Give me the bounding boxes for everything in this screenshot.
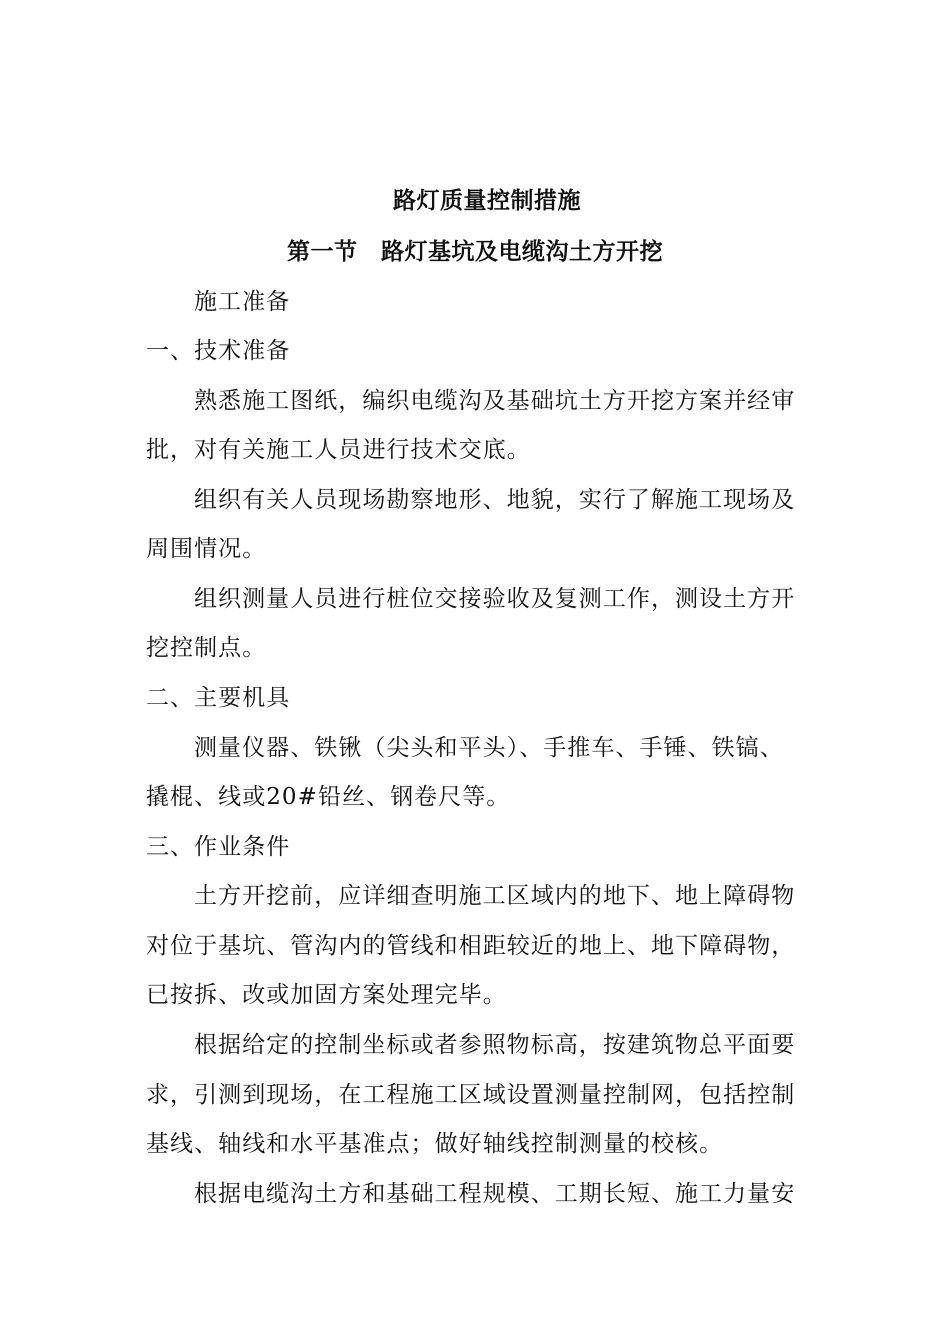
paragraph-line: 土方开挖前，应详细查明施工区域内的地下、地上障碍物 (194, 883, 796, 909)
paragraph-line: 周围情况。 (146, 536, 267, 562)
heading-main-equipment: 二、主要机具 (146, 685, 291, 711)
paragraph-line: 熟悉施工图纸，编织电缆沟及基础坑土方开挖方案并经审 (194, 388, 796, 414)
paragraph-line: 已按拆、改或加固方案处理完毕。 (146, 982, 507, 1008)
paragraph-line: 组织有关人员现场勘察地形、地貌，实行了解施工现场及 (194, 487, 796, 513)
paragraph-line: 基线、轴线和水平基准点；做好轴线控制测量的校核。 (146, 1131, 724, 1157)
paragraph-line: 对位于基坑、管沟内的管线和相距较近的地上、地下障碍物， (146, 933, 796, 959)
paragraph-line: 测量仪器、铁锹（尖头和平头）、手推车、手锤、铁镐、 (194, 735, 784, 761)
section-title: 第一节 路灯基坑及电缆沟土方开挖 (287, 238, 663, 265)
paragraph-line: 批，对有关施工人员进行技术交底。 (146, 437, 531, 463)
heading-technical-preparation: 一、技术准备 (146, 338, 291, 364)
document-title: 路灯质量控制措施 (393, 187, 581, 214)
heading-operating-conditions: 三、作业条件 (146, 834, 291, 860)
paragraph-line: 挖控制点。 (146, 635, 267, 661)
paragraph-line: 根据给定的控制坐标或者参照物标高，按建筑物总平面要 (194, 1032, 796, 1058)
paragraph-line: 撬棍、线或20#铅丝、钢卷尺等。 (146, 784, 511, 810)
paragraph-line: 求，引测到现场，在工程施工区域设置测量控制网，包括控制 (146, 1082, 796, 1108)
paragraph-line: 根据电缆沟土方和基础工程规模、工期长短、施工力量安 (194, 1181, 796, 1207)
subheading-construction-preparation: 施工准备 (194, 289, 291, 315)
paragraph-line: 组织测量人员进行桩位交接验收及复测工作，测设土方开 (194, 586, 796, 612)
